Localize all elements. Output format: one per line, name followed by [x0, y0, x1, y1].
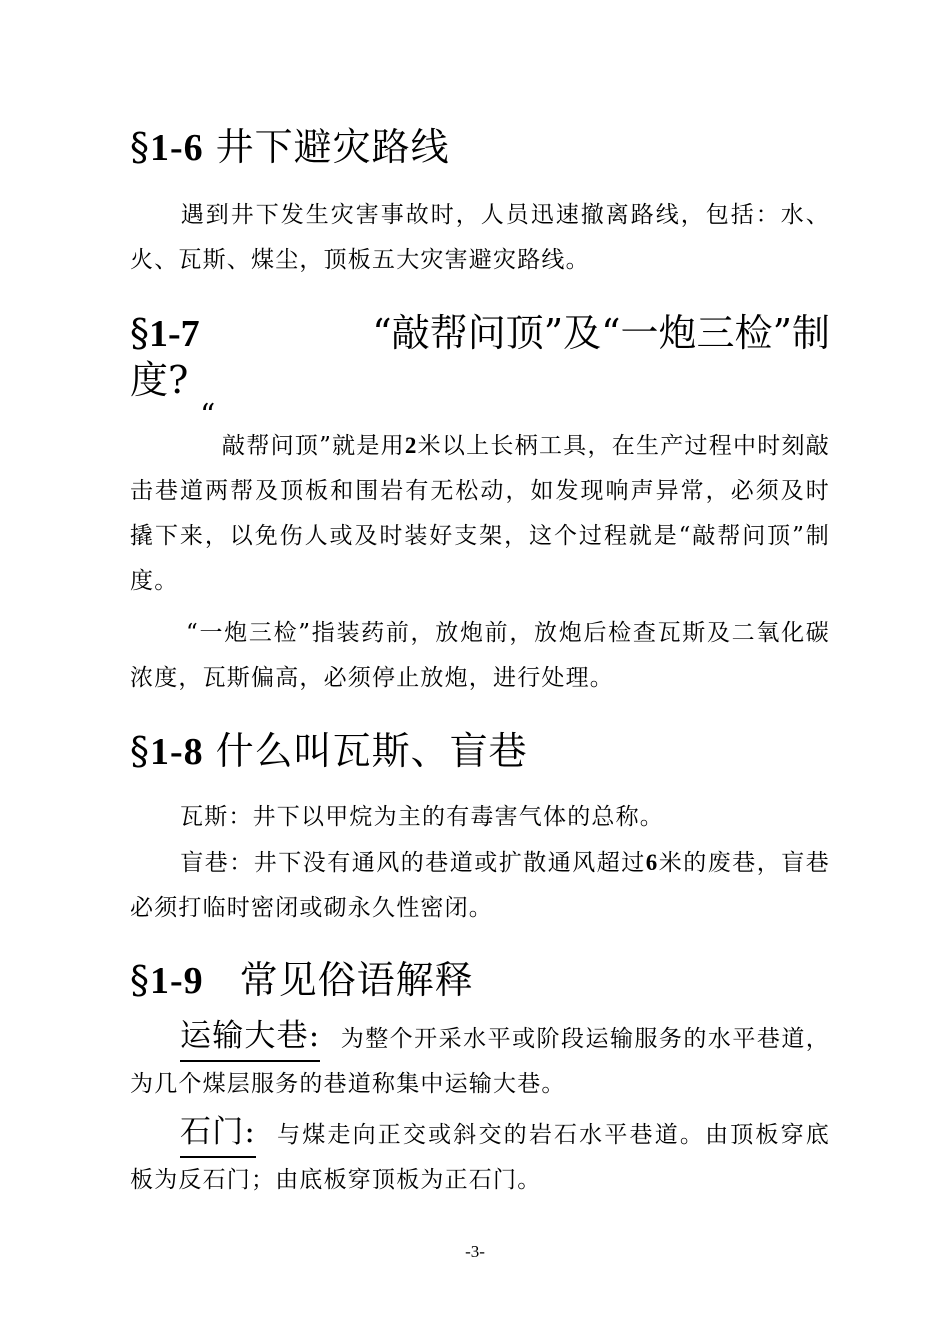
section-title: 常见俗语解释 — [239, 958, 474, 1002]
heading-1-9 — [130, 957, 474, 1004]
stray-quote-mark: “ — [200, 398, 216, 433]
section-title: 什么叫瓦斯、盲巷 — [215, 729, 528, 773]
section-number: 1-6 — [150, 127, 204, 169]
section-number: 1-9 — [150, 960, 204, 1002]
paragraph-1-8-blind — [130, 840, 830, 931]
term-label: 石门: — [180, 1112, 256, 1158]
term-definition: 为整个开采水平或阶段运输服务的水平巷道，为几个煤层服务的巷道称集中运输大巷。 — [130, 1026, 830, 1097]
section-symbol: § — [130, 311, 149, 355]
paragraph-1-6 — [130, 193, 830, 283]
paragraph-text: 米的废巷，盲巷必须打临时密闭或砌永久性密闭。 — [130, 850, 830, 921]
section-number: 1-8 — [150, 731, 204, 773]
section-title: 井下避灾路线 — [215, 125, 450, 169]
number-2: 2 — [404, 433, 418, 458]
term-label: 运输大巷: — [180, 1016, 320, 1062]
section-title-line-2: 度? — [130, 358, 189, 402]
paragraph-text: 遇到井下发生灾害事故时，人员迅速撤离路线，包括：水、火、瓦斯、煤尘，顶板五大灾害避灾路线。 — [130, 202, 830, 273]
heading-1-8 — [130, 728, 528, 775]
paragraph-text: “一炮三检”指装药前，放炮前，放炮后检查瓦斯及二氧化碳浓度，瓦斯偏高，必须停止放炮，进行处理。 — [130, 620, 830, 691]
section-symbol: § — [130, 125, 150, 169]
section-symbol: § — [130, 729, 150, 773]
term-crosscut — [130, 1112, 830, 1203]
paragraph-text: 米以上长柄工具，在生产过程中时刻敲击巷道两帮及顶板和围岩有无松动，如发现响声异常，必须及时撬下来，以免伤人或及时装好支架，这个过程就是“敲帮问顶”制度。 — [130, 433, 830, 594]
paragraph-1-8-gas — [130, 795, 830, 840]
paragraph-text: 瓦斯：井下以甲烷为主的有毒害气体的总称。 — [180, 804, 664, 830]
heading-1-6 — [130, 124, 450, 171]
section-number: 1-7 — [149, 313, 200, 355]
section-title-line-1: “敲帮问顶”及“一炮三检”制 — [372, 311, 830, 355]
paragraph-text: 敲帮问顶”就是用 — [222, 433, 405, 459]
section-symbol: § — [130, 958, 150, 1002]
number-6: 6 — [645, 850, 659, 875]
page-number: -3- — [465, 1242, 485, 1261]
paragraph-1-7-blast — [130, 611, 830, 701]
heading-1-7 — [130, 310, 830, 403]
paragraph-1-7-knock — [130, 423, 830, 604]
term-definition: 与煤走向正交或斜交的岩石水平巷道。由顶板穿底板为反石门；由底板穿顶板为正石门。 — [130, 1122, 830, 1193]
paragraph-text: 盲巷：井下没有通风的巷道或扩散通风超过 — [180, 850, 646, 876]
term-transport-roadway — [130, 1016, 830, 1107]
